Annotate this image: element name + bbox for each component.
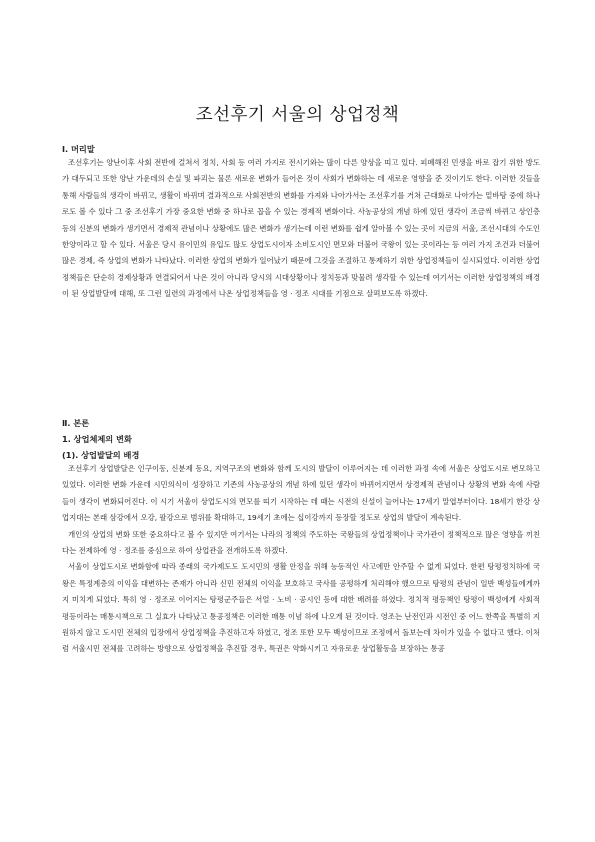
main-paragraph-2: 개인의 상업의 변화 또한 중요하다고 볼 수 있지만 여기서는 나라의 정책의 주도하는 국왕들의 상업정책이나 국가관이 정책적으로 많은 영향을 끼친다는 전제하에 영 · 정조를 중심으로 하여 상업관을 전개하도록 하겠다. bbox=[62, 529, 540, 556]
section1-heading: 1. 상업체제의 변화 bbox=[62, 434, 132, 444]
intro-heading: Ⅰ. 머리말 bbox=[62, 144, 95, 154]
subsection1-heading: (1). 상업발달의 배경 bbox=[62, 450, 140, 460]
main-heading: Ⅱ. 본론 bbox=[62, 418, 90, 428]
main-paragraph-3: 서울이 상업도시로 변화함에 따라 종래의 국가제도도 도시민의 생활 안정을 위해 능동적인 사고에만 안주할 수 없게 되었다. 한편 탕평정치하에 국왕은 특정계층의 이익을 대변하는 존재가 아니라 신민 전체의 이익을 보호하고 국사를 공평하게 처리해야 했으므로 탕평의 관념이 일반 백성들에게까지 미치게 되었다. 특히 영 · 정조로 이어지는 탕평군주들은 서얼 · 노비 · 공시인 등에 대한 배려를 하였다. 정치적 평등책인 탕평이 백성에게 사회적 평등이라는 매통시책으로 그 실효가 나타났고 통공정책은 이러한 매통 이념 하에 나오게 된 것이다. 영조는 난전인과 시전인 중 어느 한쪽을 특별히 지원하지 않고 도시민 전체의 입장에서 상업정책을 추진하고자 하였고, 정조 또한 모두 백성이므로 조정에서 돌보는데 차이가 있을 수 없다고 했다. 이처럼 서울시민 전체를 고려하는 방향으로 상업정책을 추진할 경우, 특권은 약화시키고 자유로운 상업활동을 보장하는 통공 bbox=[62, 562, 540, 654]
document-title: 조선후기 서울의 상업정책 bbox=[195, 105, 400, 125]
intro-paragraph: 조선후기는 양난이후 사회 전반에 걸쳐서 정치, 사회 등 여러 가지로 전시기와는 많이 다른 양상을 띠고 있다. 피폐해진 민생을 바로 잡기 위한 방도가 대두되고 또한 양난 가운데의 손실 및 파괴는 물론 새로운 변화가 들어온 것이 사회가 변화하는 데 새로운 영향을 준 것이기도 한다. 이러한 것들을 통해 사람들의 생각이 바뀌고, 생활이 바뀌며 결과적으로 사회전반의 변화를 가져와 나아가서는 조선후기를 거쳐 근대화로 나아가는 밑바탕 중에 하나로도 볼 수 있다 그 중 조선후기 가장 중요한 변화 중 하나로 꼽을 수 있는 경제적 변화이다. 사농공상의 개념 하에 있던 생각이 조금씩 바뀌고 상인층등의 신분의 변화가 생기면서 경제적 관념이나 상황에도 많은 변화가 생기는데 이런 변화를 쉽게 알아볼 수 있는 곳이 지금의 서울, 조선시대의 수도인 한양이라고 할 수 있다. 서울은 당시 유이민의 유입도 많도 상업도시이자 소비도시인 면모와 더불어 국왕이 있는 곳이라는 등 여러 가지 조건과 더불어 많은 경제, 즉 상업의 변화가 나타났다. 이러한 상업의 변화가 일어났기 때문에 그것을 조절하고 통제하기 위한 상업정책들이 실시되었다. 이러한 상업정책들은 단순히 경제상황과 연결되어서 나온 것이 아니라 당시의 시대상황이나 정치등과 맞물려 생각할 수 있는데 여기서는 이러한 상업정책의 배경이 된 상업발달에 대해, 또 그런 일련의 과정에서 나온 상업정책들을 영 · 정조 시대를 기점으로 살펴보도록 하겠다. bbox=[62, 158, 540, 299]
main-paragraph-1: 조선후기 상업발달은 인구이동, 신분제 동요, 지역구조의 변화와 함께 도시의 발달이 이루어지는 데 이러한 과정 속에 서울은 상업도시로 변모하고 있었다. 이러한 변화 가운데 시민의식이 성장하고 기존의 사농공상의 개념 하에 있던 생각이 바뀌어지면서 상경제적 관념이나 상황의 변화 속에 사람들이 생각이 변화되어진다. 이 시기 서울이 상업도시의 면모를 띠기 시작하는 데 때는 시전의 신설이 늘어나는 17세기 말엽부터이다. 18세기 한강 상업지대는 본래 삼강에서 오강, 팔강으로 범위를 확대하고, 19세기 초에는 십이강까지 등장할 정도로 상업의 발달이 계속된다. bbox=[62, 464, 540, 523]
intro-section bbox=[62, 143, 540, 303]
main-section bbox=[62, 417, 540, 658]
